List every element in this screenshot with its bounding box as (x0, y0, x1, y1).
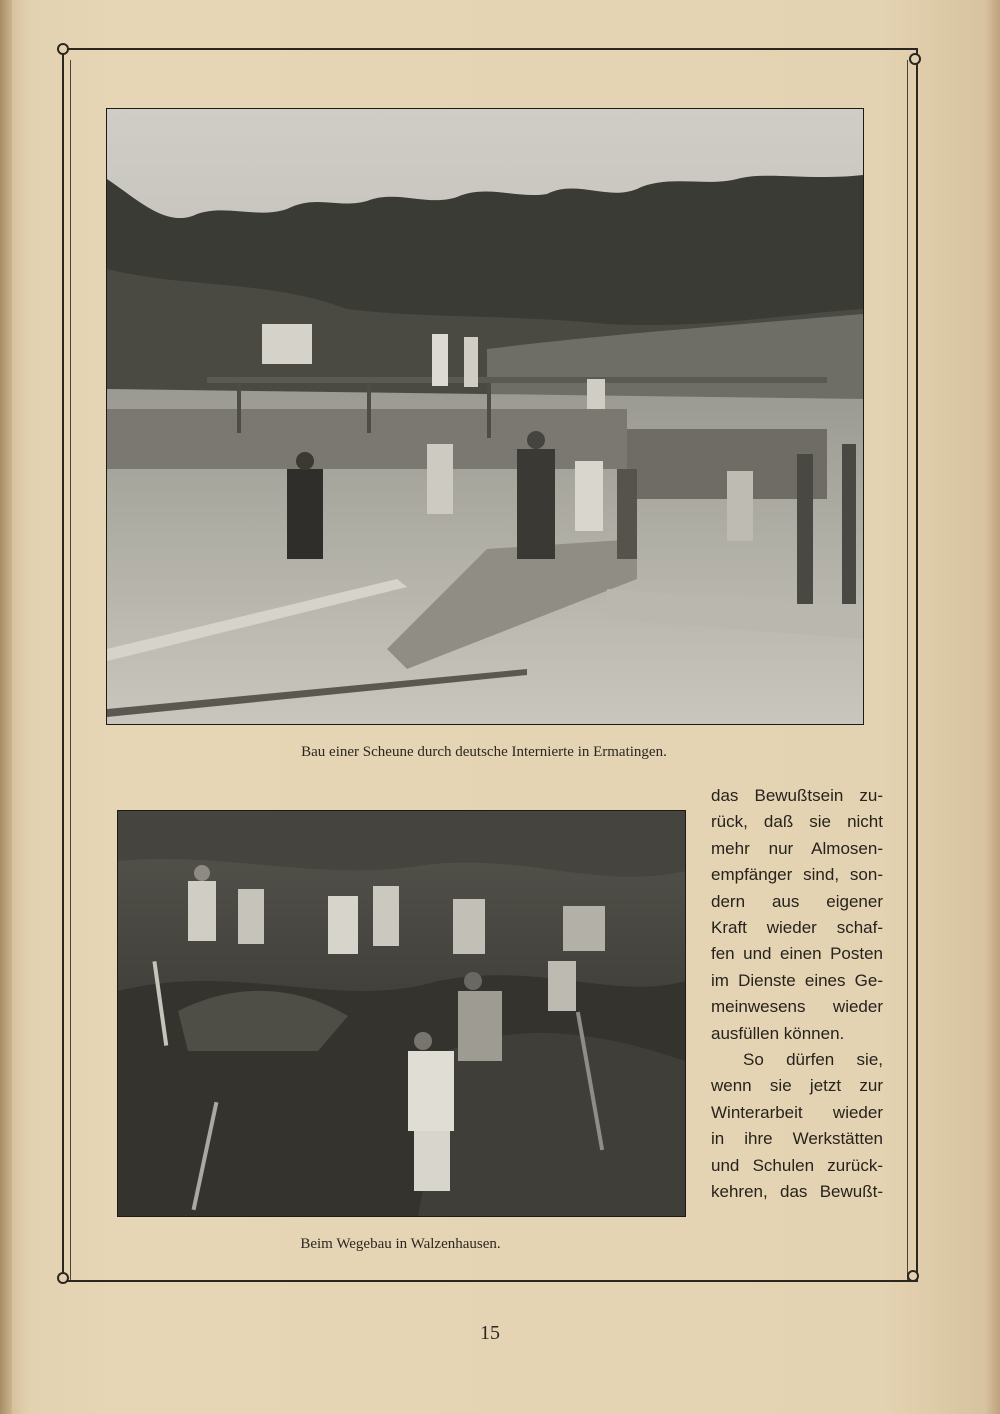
body-text-column (711, 783, 883, 1206)
book-spine-shadow (0, 0, 12, 1414)
page-number: 15 (480, 1322, 500, 1344)
text-line: im Dienste eines Ge- (711, 970, 883, 990)
text-line: ausfüllen können. (711, 1023, 845, 1043)
text-line: und Schulen zurück- (711, 1155, 883, 1175)
caption-bottom-photo: Beim Wegebau in Walzenhausen. (300, 1236, 501, 1252)
text-line: kehren, das Bewußt- (711, 1182, 883, 1202)
text-line: empfänger sind, son- (711, 865, 883, 885)
text-line: meinwesens wieder (711, 997, 883, 1017)
barn-construction-image (107, 109, 863, 724)
text-line: fen und einen Posten (711, 944, 883, 964)
corner-ornament-top-right (909, 53, 921, 65)
text-line: Kraft wieder schaf- (711, 918, 883, 938)
text-line: wenn sie jetzt zur (711, 1076, 883, 1096)
text-line: das Bewußtsein zu- (711, 786, 883, 805)
text-line: rück, daß sie nicht (711, 812, 883, 832)
text-line: in ihre Werkstätten (711, 1129, 883, 1149)
corner-ornament-bottom-right (907, 1270, 919, 1282)
text-line: mehr nur Almosen- (711, 838, 883, 858)
caption-top-photo: Bau einer Scheune durch deutsche Internierte in Ermatingen. (301, 744, 667, 760)
text-line-paragraph-start: So dürfen sie, (743, 1050, 883, 1070)
corner-ornament-bottom-left (57, 1272, 69, 1284)
text-line: Winterarbeit wieder (711, 1102, 883, 1122)
photo-barn-construction (106, 108, 864, 725)
photo-road-construction (117, 810, 686, 1217)
text-line: dern aus eigener (711, 891, 883, 911)
road-construction-image (118, 811, 685, 1216)
corner-ornament-top-left (57, 43, 69, 55)
